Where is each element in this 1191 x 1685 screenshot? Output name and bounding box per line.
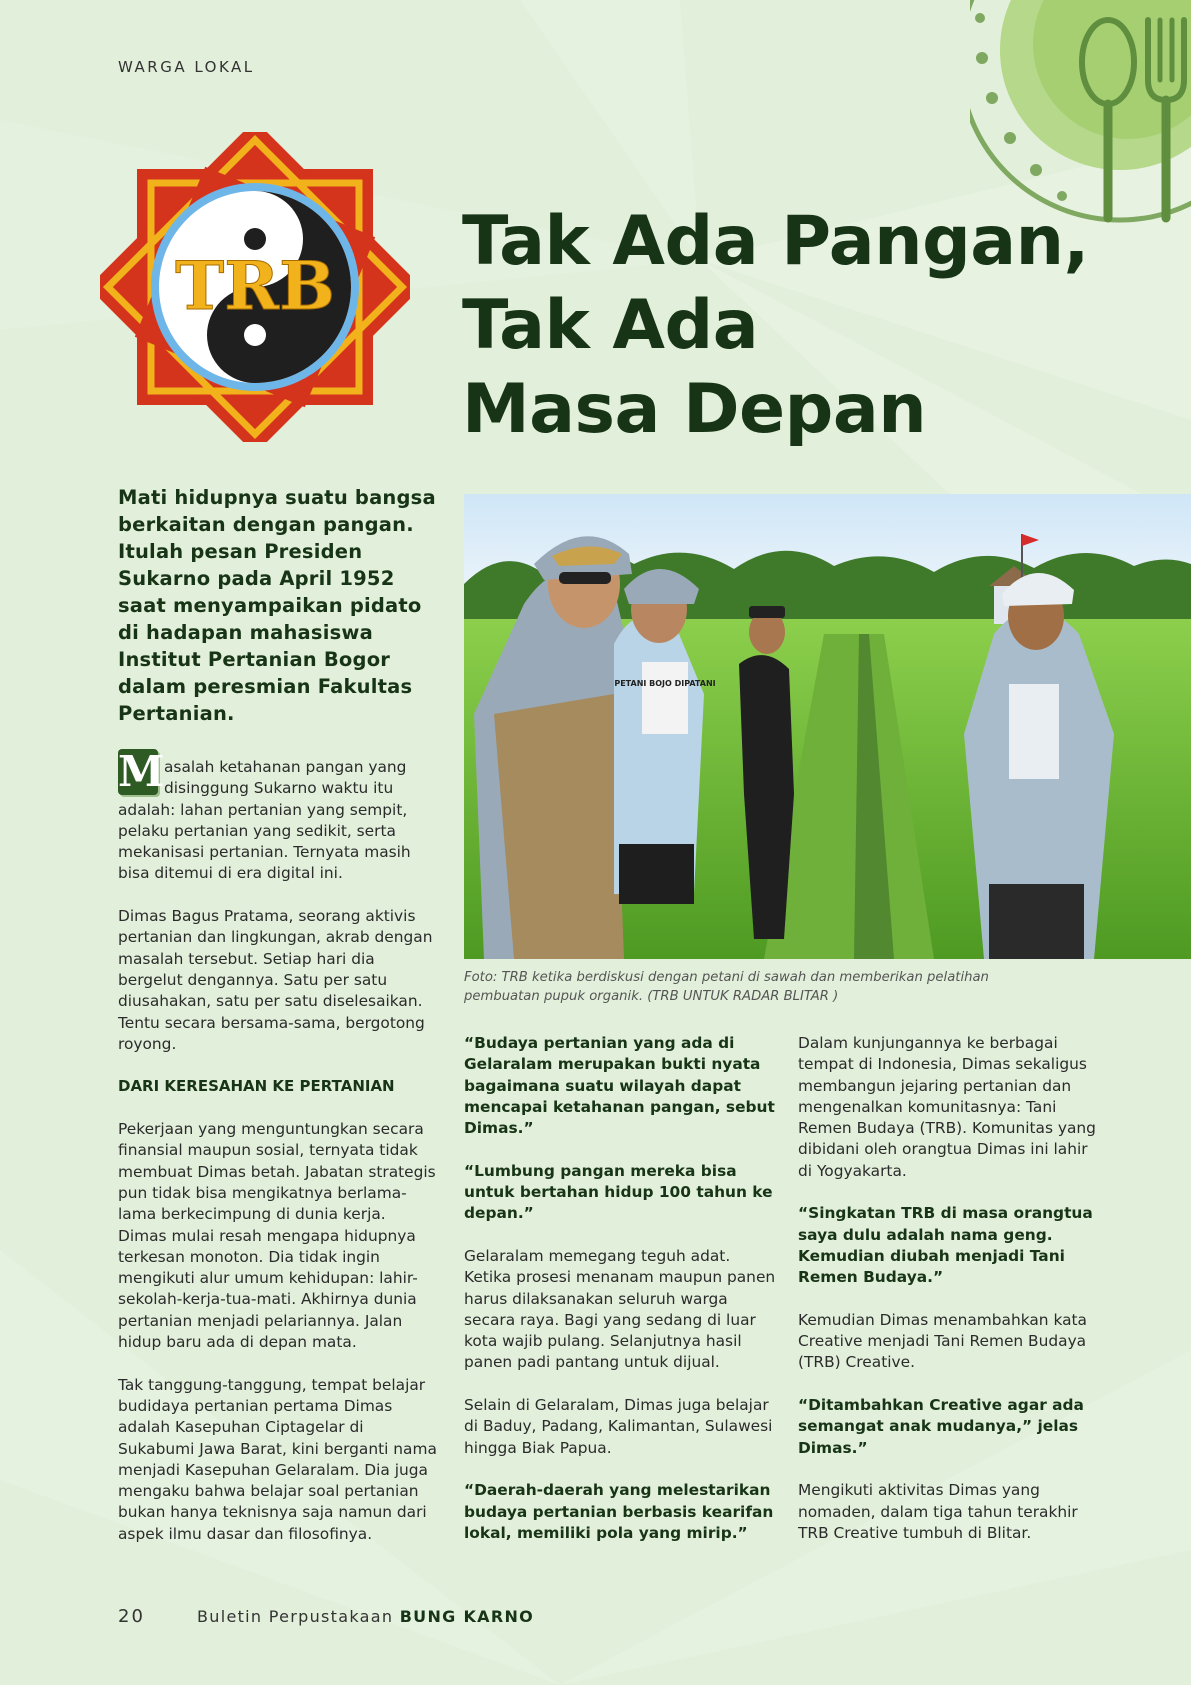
publication-title: BUNG KARNO	[399, 1607, 535, 1626]
photo-caption: Foto: TRB ketika berdiskusi dengan petani di sawah dan memberikan pelatihan pembuatan pupuk organik. (TRB UNTUK RADAR BLITAR )	[464, 970, 989, 1004]
quote: “Lumbung pangan mereka bisa untuk bertahan hidup 100 tahun ke depan.”	[464, 1161, 773, 1223]
paragraph: Mengikuti aktivitas Dimas yang nomaden, dalam tiga tahun terakhir TRB Creative tumbuh di Blitar.	[798, 1481, 1078, 1542]
paragraph: Dalam kunjungannya ke berbagai tempat di Indonesia, Dimas sekaligus membangun jejaring pertanian dan mengenalkan komunitasnya: Tani Remen Budaya (TRB). Komunitas yang dibidani oleh orangtua Dimas ini lahir di Yogyakarta.	[798, 1034, 1096, 1180]
paragraph: Tak tanggung-tanggung, tempat belajar budidaya pertanian pertama Dimas adalah Kasepuhan Ciptagelar di Sukabumi Jawa Barat, kini berganti nama menjadi Kasepuhan Gelaralam. Dia juga mengaku bahwa belajar soal pertanian bukan hanya teknisnya saja namun dari aspek ilmu dasar dan filosofinya.	[118, 1375, 437, 1543]
column-3	[798, 1033, 1098, 1565]
section-label: WARGA LOKAL	[118, 58, 255, 76]
title-line-2: Tak Ada	[462, 286, 759, 365]
section-heading: DARI KERESAHAN KE PERTANIAN	[118, 1077, 395, 1096]
paragraph: Pekerjaan yang menguntungkan secara finansial maupun sosial, ternyata tidak membuat Dimas betah. Jabatan strategis pun tidak bisa mengikatnya berlama-lama berkecimpung di dunia kerja. Dimas mulai resah mengapa hidupnya terkesan monoton. Dia tidak ingin mengikuti alur umum kehidupan: lahir-sekolah-kerja-tua-mati. Akhirnya dunia pertanian menjadi pelariannya. Jalan hidup baru ada di depan mata.	[118, 1120, 436, 1352]
article-title	[462, 200, 1102, 452]
quote: “Budaya pertanian yang ada di Gelaralam merupakan bukti nyata bagaimana suatu wilayah dapat mencapai ketahanan pangan, sebut Dimas.”	[464, 1034, 775, 1138]
paragraph: Dimas Bagus Pratama, seorang aktivis pertanian dan lingkungan, akrab dengan masalah tersebut. Setiap hari dia bergelut dengannya. Satu per satu diusahakan, satu per satu diselesaikan. Tentu secara bersama-sama, bergotong royong.	[118, 907, 433, 1053]
paragraph: Gelaralam memegang teguh adat. Ketika prosesi menanam maupun panen harus dilaksanakan seluruh warga secara raya. Bagi yang sedang di luar kota wajib pulang. Selanjutnya hasil panen padi pantang untuk dijual.	[464, 1246, 776, 1372]
publication-prefix: Buletin Perpustakaan	[197, 1607, 394, 1626]
paragraph	[118, 747, 438, 885]
title-line-3: Masa Depan	[462, 370, 927, 449]
page-number: 20	[118, 1606, 145, 1627]
logo-text: TRB	[175, 247, 335, 325]
drop-cap: M	[118, 747, 165, 796]
trb-logo	[100, 132, 410, 442]
publication-name	[197, 1607, 534, 1626]
lead-paragraph: Mati hidupnya suatu bangsa berkaitan dengan pangan. Itulah pesan Presiden Sukarno pada April 1952 saat menyampaikan pidato di hadapan mahasiswa Institut Pertanian Bogor dalam peresmian Fakultas Pertanian.	[118, 486, 436, 725]
quote: “Daerah-daerah yang melestarikan budaya pertanian berbasis kearifan lokal, memiliki pola yang mirip.”	[464, 1481, 774, 1542]
title-line-1: Tak Ada Pangan,	[462, 202, 1089, 281]
quote: “Ditambahkan Creative agar ada semangat anak mudanya,” jelas Dimas.”	[798, 1396, 1084, 1457]
column-1	[118, 747, 438, 1566]
paragraph-text: asalah ketahanan pangan yang disinggung Sukarno waktu itu adalah: lahan pertanian yang sempit, pelaku pertanian yang sedikit, serta mekanisasi pertanian. Ternyata masih bisa ditemui di era digital ini.	[118, 758, 411, 883]
farmers-rice-field-photo	[464, 494, 1191, 959]
shirt-text: PETANI BOJO DIPATANI	[614, 679, 716, 688]
quote: “Singkatan TRB di masa orangtua saya dulu adalah nama geng. Kemudian diubah menjadi Tani Remen Budaya.”	[798, 1204, 1093, 1287]
paragraph: Kemudian Dimas menambahkan kata Creative menjadi Tani Remen Budaya (TRB) Creative.	[798, 1310, 1087, 1372]
column-2	[464, 1033, 782, 1565]
paragraph: Selain di Gelaralam, Dimas juga belajar di Baduy, Padang, Kalimantan, Sulawesi hingga Biak Papua.	[464, 1396, 773, 1457]
